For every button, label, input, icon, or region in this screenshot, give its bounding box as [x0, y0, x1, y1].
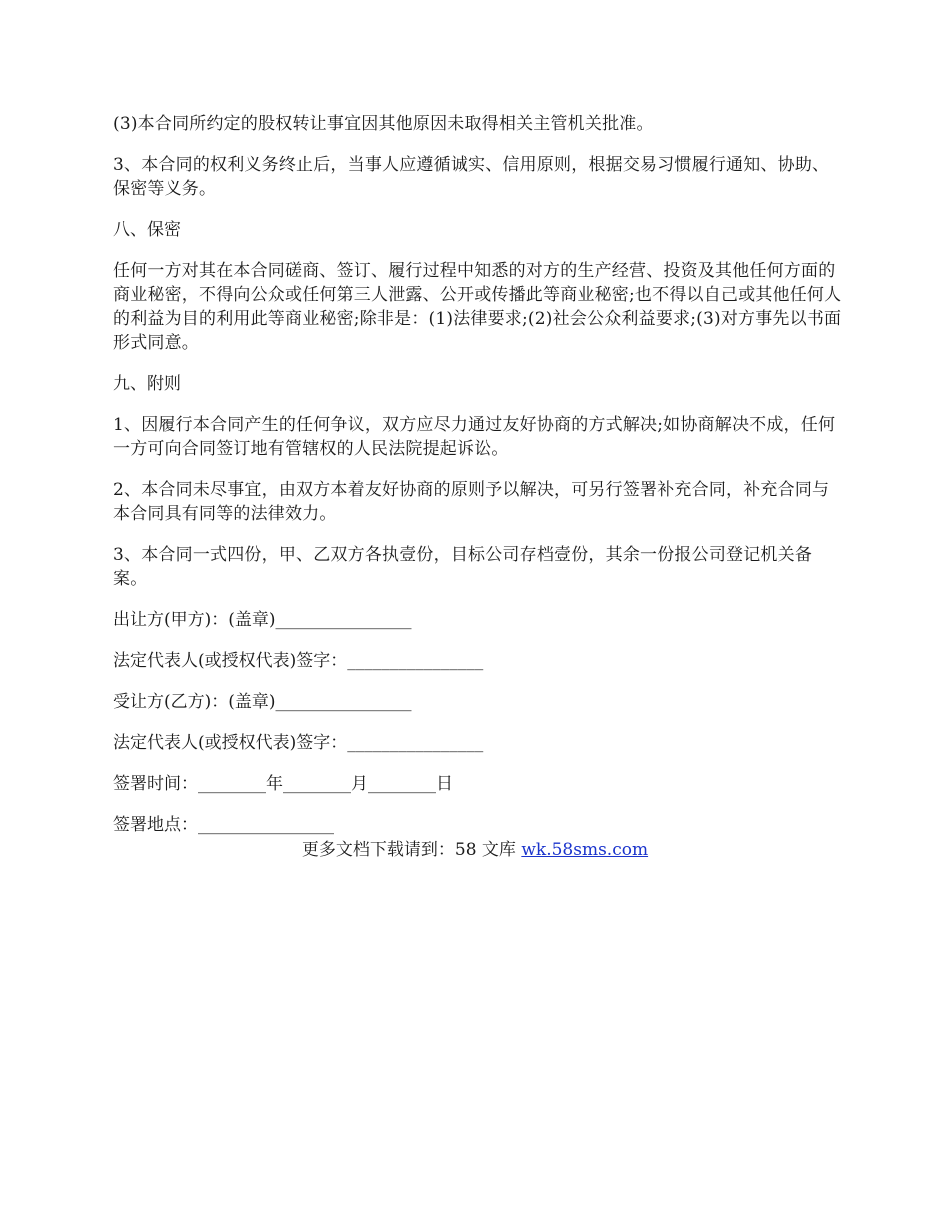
- paragraph-supplement: 2、本合同未尽事宜，由双方本着友好协商的原则予以解决，可另行签署补充合同，补充合同与本合同具有同等的法律效力。: [113, 480, 830, 524]
- paragraph-clause-3-3: (3)本合同所约定的股权转让事宜因其他原因未取得相关主管机关批准。: [113, 114, 654, 134]
- signature-transferor: 出让方(甲方)：(盖章)________________: [113, 610, 412, 630]
- paragraph-dispute: 1、因履行本合同产生的任何争议，双方应尽力通过友好协商的方式解决;如协商解决不成，任何一方可向合同签订地有管辖权的人民法院提起诉讼。: [113, 415, 836, 459]
- paragraph-copies: 3、本合同一式四份，甲、乙双方各执壹份，目标公司存档壹份，其余一份报公司登记机关备案。: [113, 545, 813, 589]
- signature-place: 签署地点：________________: [113, 815, 334, 835]
- document-body: [113, 112, 843, 854]
- section-heading-confidentiality: 八、保密: [113, 220, 181, 240]
- signature-transferee: 受让方(乙方)：(盖章)________________: [113, 692, 412, 712]
- footer-download-note: [0, 838, 950, 862]
- footer-link[interactable]: wk.58sms.com: [521, 840, 649, 860]
- signature-transferee-rep: 法定代表人(或授权代表)签字：________________: [113, 733, 484, 753]
- paragraph-obligations: 3、本合同的权利义务终止后，当事人应遵循诚实、信用原则，根据交易习惯履行通知、协助、保密等义务。: [113, 155, 830, 199]
- signature-date: 签署时间：________年________月________日: [113, 774, 453, 794]
- section-heading-supplementary: 九、附则: [113, 374, 181, 394]
- footer-prefix: 更多文档下载请到：58 文库: [301, 840, 522, 860]
- paragraph-confidentiality: 任何一方对其在本合同磋商、签订、履行过程中知悉的对方的生产经营、投资及其他任何方面的商业秘密，不得向公众或任何第三人泄露、公开或传播此等商业秘密;也不得以自己或其他任何人的利益为目的利用此等商业秘密;除非是：(1)法律要求;(2)社会公众利益要求;(3)对方事先以书面形式同意。: [113, 261, 842, 353]
- signature-transferor-rep: 法定代表人(或授权代表)签字：________________: [113, 651, 484, 671]
